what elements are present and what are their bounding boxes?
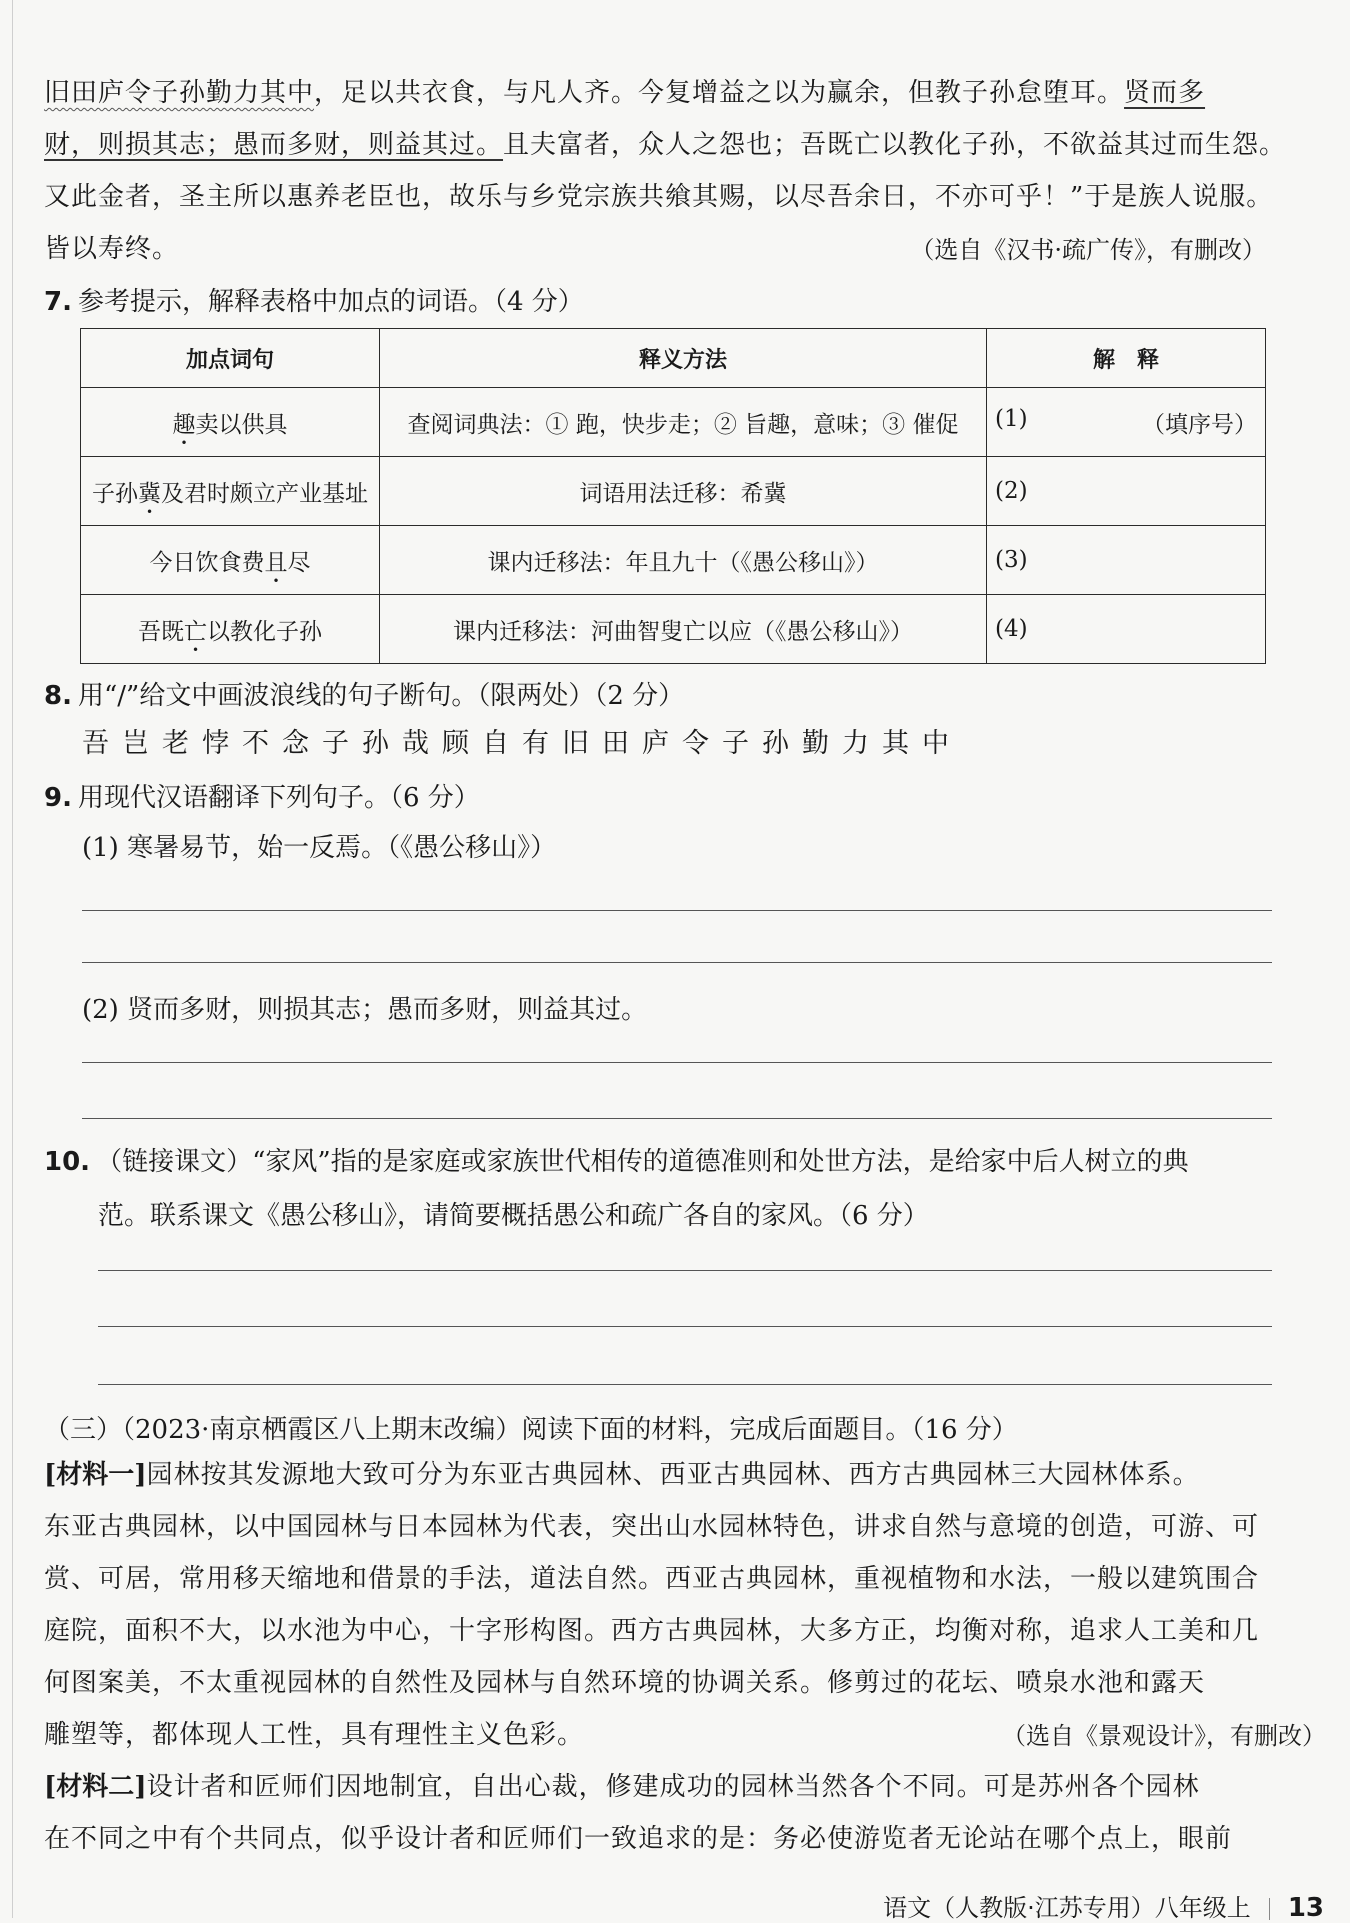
- question-10: [44, 1142, 1189, 1182]
- table-row: [81, 388, 1266, 457]
- phrase-cell: 趣卖以供具: [81, 388, 380, 457]
- method-cell: 课内迁移法：河曲智叟亡以应（《愚公移山》）: [380, 595, 987, 664]
- answer-line[interactable]: [82, 910, 1272, 911]
- material-1-line-1: [材料一]园林按其发源地大致可分为东亚古典园林、西亚古典园林、西方古典园林三大园林体系。: [44, 1460, 1200, 1490]
- book-title: 语文（人教版·江苏专用）八年级上: [883, 1894, 1251, 1922]
- answer-line[interactable]: [82, 962, 1272, 963]
- table-row: [81, 595, 1266, 664]
- material-2-line-2: 在不同之中有个共同点，似乎设计者和匠师们一致追求的是：务必使游览者无论站在哪个点上，眼前: [44, 1824, 1233, 1854]
- question-9: [44, 778, 480, 818]
- question-text: 用“/”给文中画波浪线的句子断句。（限两处）（2 分）: [77, 681, 685, 711]
- vocabulary-table: [80, 328, 1266, 664]
- dotted-word: 趣: [172, 411, 196, 438]
- table-row: [81, 457, 1266, 526]
- question-number: 9.: [44, 783, 72, 813]
- answer-cell[interactable]: (1) （填序号）: [987, 388, 1266, 457]
- sub-question-1: (1) 寒暑易节，始一反焉。（《愚公移山》）: [82, 833, 557, 863]
- margin-rule: [12, 0, 13, 1918]
- question-number: 8.: [44, 681, 72, 711]
- answer-cell[interactable]: (4): [987, 595, 1266, 664]
- phrase-cell: 子孙冀及君时颇立产业基址: [81, 457, 380, 526]
- sentence-to-punctuate[interactable]: 吾岂老悖不念子孙哉顾自有旧田庐令子孙勤力其中: [82, 728, 962, 759]
- dotted-word: 亡: [184, 618, 207, 645]
- material-1-line-2: 东亚古典园林，以中国园林与日本园林为代表，突出山水园林特色，讲求自然与意境的创造，可游、可: [44, 1512, 1260, 1542]
- dotted-word: 冀: [138, 480, 161, 507]
- material-1-source: （选自《景观设计》，有删改）: [1002, 1722, 1326, 1750]
- table-header-row: [81, 329, 1266, 388]
- question-text-line-1: （链接课文）“家风”指的是家庭或家族世代相传的道德准则和处世方法，是给家中后人树立的典: [96, 1147, 1189, 1177]
- answer-cell[interactable]: (2): [987, 457, 1266, 526]
- material-1-label: [材料一]: [44, 1460, 147, 1490]
- underlined-sentence-start: 贤而多: [1124, 78, 1206, 108]
- section-3-heading: （三）（2023·南京栖霞区八上期末改编）阅读下面的材料，完成后面题目。（16 分）: [44, 1415, 1018, 1445]
- method-cell: 词语用法迁移：希冀: [380, 457, 987, 526]
- page-number: 13: [1287, 1893, 1324, 1923]
- wavy-sentence: 旧田庐令子孙勤力其中: [44, 78, 315, 108]
- question-text-line-2: 范。联系课文《愚公移山》，请简要概括愚公和疏广各自的家风。（6 分）: [98, 1201, 929, 1231]
- fill-hint: （填序号）: [1142, 411, 1257, 438]
- answer-line[interactable]: [98, 1326, 1272, 1327]
- passage-line-2: 财，则损其志；愚而多财，则益其过。且夫富者，众人之怨也；吾既亡以教化子孙，不欲益其过而生怨。: [44, 130, 1287, 160]
- material-1-line-4: 庭院，面积不大，以水池为中心，十字形构图。西方古典园林，大多方正，均衡对称，追求人工美和几: [44, 1616, 1260, 1646]
- question-number: 10.: [44, 1147, 91, 1177]
- underlined-sentence-end: 财，则损其志；愚而多财，则益其过。: [44, 130, 504, 160]
- question-text: 用现代汉语翻译下列句子。（6 分）: [77, 783, 480, 813]
- phrase-cell: 吾既亡以教化子孙: [81, 595, 380, 664]
- passage-source: （选自《汉书·疏广传》，有删改）: [910, 236, 1266, 264]
- phrase-cell: 今日饮食费且尽: [81, 526, 380, 595]
- passage-line-1: 旧田庐令子孙勤力其中，足以共衣食，与凡人齐。今复增益之以为赢余，但教子孙怠堕耳。贤而多: [44, 78, 1206, 108]
- question-8: [44, 676, 684, 716]
- header-method: 释义方法: [380, 329, 987, 388]
- sub-question-2: (2) 贤而多财，则损其志；愚而多财，则益其过。: [82, 995, 648, 1025]
- answer-line[interactable]: [98, 1384, 1272, 1385]
- material-1-line-6: 雕塑等，都体现人工性，具有理性主义色彩。: [44, 1720, 585, 1750]
- answer-cell[interactable]: (3): [987, 526, 1266, 595]
- question-number: 7.: [44, 287, 72, 317]
- answer-line[interactable]: [98, 1270, 1272, 1271]
- question-7: [44, 282, 584, 322]
- answer-line[interactable]: [82, 1118, 1272, 1119]
- answer-line[interactable]: [82, 1062, 1272, 1063]
- material-2-line-1: [材料二]设计者和匠师们因地制宜，自出心裁，修建成功的园林当然各个不同。可是苏州各个园林: [44, 1772, 1200, 1802]
- material-2-label: [材料二]: [44, 1772, 147, 1802]
- footer-divider: [1269, 1898, 1270, 1920]
- question-text: 参考提示，解释表格中加点的词语。（4 分）: [77, 287, 584, 317]
- material-1-line-5: 何图案美，不太重视园林的自然性及园林与自然环境的协调关系。修剪过的花坛、喷泉水池和露天: [44, 1668, 1206, 1698]
- method-cell: 查阅词典法：① 跑，快步走；② 旨趣，意味；③ 催促: [380, 388, 987, 457]
- header-phrase: 加点词句: [81, 329, 380, 388]
- material-1-line-3: 赏、可居，常用移天缩地和借景的手法，道法自然。西亚古典园林，重视植物和水法，一般以建筑围合: [44, 1564, 1260, 1594]
- method-cell: 课内迁移法：年且九十（《愚公移山》）: [380, 526, 987, 595]
- header-answer: 解 释: [987, 329, 1266, 388]
- table-row: [81, 526, 1266, 595]
- passage-line-4: 皆以寿终。: [44, 234, 180, 264]
- passage-line-3: 又此金者，圣主所以惠养老臣也，故乐与乡党宗族共飨其赐，以尽吾余日，不亦可乎！”于是族人说服。: [44, 182, 1274, 212]
- dotted-word: 且: [264, 549, 288, 576]
